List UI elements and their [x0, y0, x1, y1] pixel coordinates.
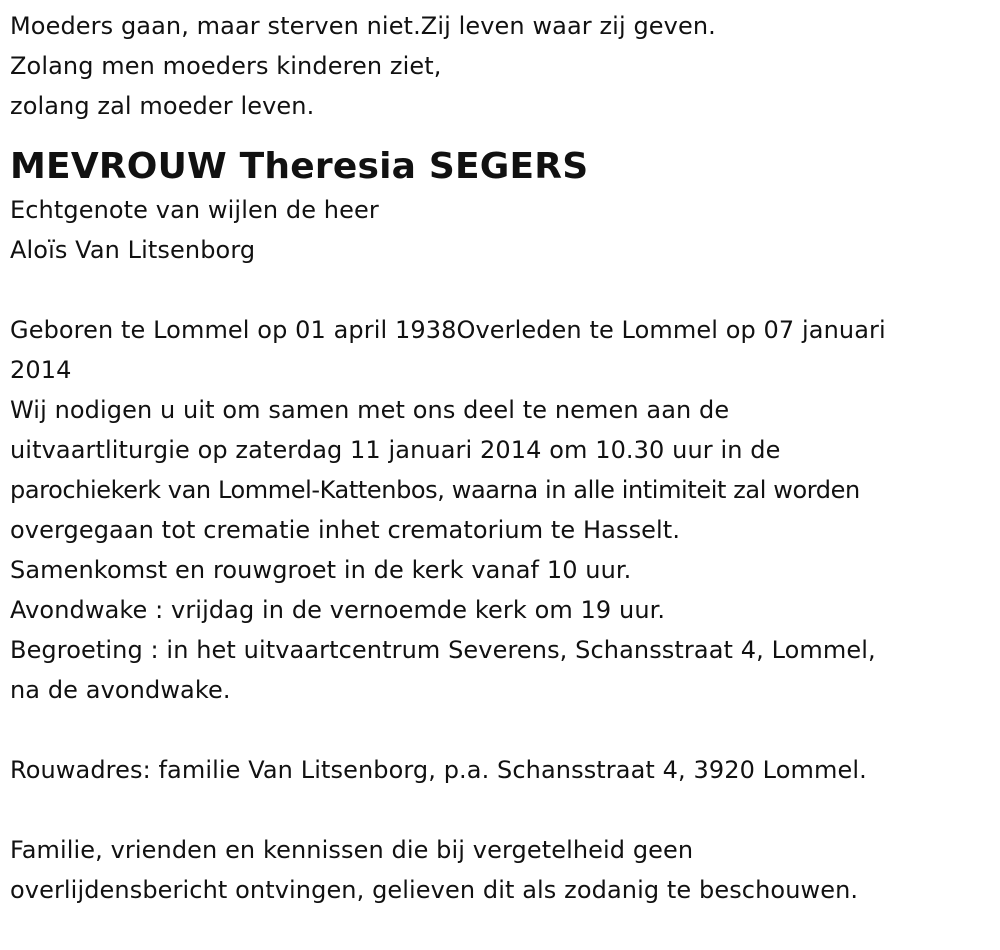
- invitation-line: Wij nodigen u uit om samen met ons deel te nemen aan de: [10, 396, 730, 424]
- dates-line: Geboren te Lommel op 01 april 1938Overleden te Lommel op 07 januari: [10, 316, 886, 344]
- spacer: [10, 270, 995, 310]
- invitation-line: overgegaan tot crematie inhet crematorium te Hasselt.: [10, 516, 681, 544]
- dates: [10, 310, 995, 390]
- gathering-line: Samenkomst en rouwgroet in de kerk vanaf 10 uur.: [10, 556, 632, 584]
- invitation: [10, 390, 995, 550]
- mourning-address: Rouwadres: familie Van Litsenborg, p.a. Schansstraat 4, 3920 Lommel.: [10, 756, 867, 784]
- obituary-notice: [10, 6, 995, 910]
- poem-line: Zolang men moeders kinderen ziet,: [10, 52, 442, 80]
- poem-line: Moeders gaan, maar sterven niet.Zij leven waar zij geven.: [10, 12, 716, 40]
- spacer: [10, 790, 995, 830]
- notice-line: overlijdensbericht ontvingen, gelieven dit als zodanig te beschouwen.: [10, 876, 859, 904]
- invitation-line: uitvaartliturgie op zaterdag 11 januari 2014 om 10.30 uur in de: [10, 436, 781, 464]
- closing-notice: [10, 830, 995, 910]
- invitation-line: parochiekerk van Lommel-Kattenbos, waarna in alle intimiteit zal worden: [10, 476, 860, 504]
- poem-line: zolang zal moeder leven.: [10, 92, 315, 120]
- greeting-line: Begroeting : in het uitvaartcentrum Severens, Schansstraat 4, Lommel,: [10, 636, 876, 664]
- relation-line: Aloïs Van Litsenborg: [10, 236, 256, 264]
- greeting-line: na de avondwake.: [10, 676, 231, 704]
- deceased-name: MEVROUW Theresia SEGERS: [10, 146, 589, 187]
- spacer: [10, 710, 995, 750]
- poem: [10, 6, 995, 126]
- dates-line: 2014: [10, 356, 72, 384]
- relation: [10, 190, 995, 270]
- relation-line: Echtgenote van wijlen de heer: [10, 196, 379, 224]
- wake-line: Avondwake : vrijdag in de vernoemde kerk om 19 uur.: [10, 596, 666, 624]
- schedule: [10, 550, 995, 710]
- notice-line: Familie, vrienden en kennissen die bij vergetelheid geen: [10, 836, 694, 864]
